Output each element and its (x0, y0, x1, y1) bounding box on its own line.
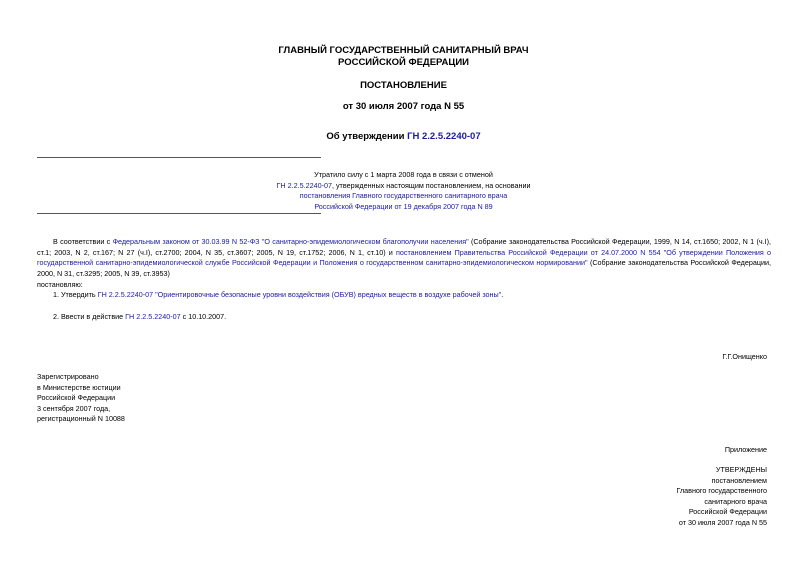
federal-law-link[interactable]: Федеральным законом от 30.03.99 N 52-ФЗ "О санитарно-эпидемиологическом благополучии населения" (112, 237, 469, 246)
preamble-text-2: (Собрание законодательства Российской Федерации, 1999, N 14, ст.1650; 2002, N 1 (ч.I), ст.1; 2003, N 2, ст.167; N 27 (ч.I), ст.2700; 2004, N 35, ст.3607; 2005, N 19, ст.1752; 2006, N 1, ст.10) и (37, 237, 771, 257)
approval-line: санитарного врача (704, 496, 767, 506)
registration-line: регистрационный N 10088 (37, 414, 125, 423)
preamble-paragraph (37, 237, 771, 279)
government-resolution-link[interactable]: постановлением Правительства Российской Федерации от 24.07.2000 N 554 "Об утверждении Положения о государственной санитарно-эпидемиологической службе Российской Федерации и Положения о государственном санитарно-эпидемиологическом нормировании" (37, 247, 771, 267)
preamble-text-1: В соответствии с (53, 237, 113, 246)
item-2 (53, 312, 226, 323)
approval-line: постановлением (711, 475, 767, 485)
item-2-gn-link[interactable]: ГН 2.2.5.2240-07 (125, 312, 181, 321)
approval-block (676, 465, 767, 528)
doc-subject-prefix: Об утверждении (326, 131, 408, 142)
status-note-line2 (200, 181, 607, 192)
item-2-prefix: 2. Ввести в действие (53, 312, 126, 321)
item-1 (53, 290, 503, 301)
status-note-line2-text: , утвержденных настоящим постановлением, на основании (331, 180, 531, 190)
header-title-line2: РОССИЙСКОЙ ФЕДЕРАЦИИ (337, 57, 469, 68)
preamble-text-3: (Собрание законодательства Российской Федерации, 2000, N 31, ст.3295; 2005, N 39, ст.3953) (37, 258, 771, 278)
registration-block (37, 372, 125, 425)
status-note-resolution-link-line2[interactable]: Российской Федерации от 19 декабря 2007 года N 89 (314, 201, 493, 211)
status-note-gn-link[interactable]: ГН 2.2.5.2240-07 (276, 180, 332, 190)
appendix-label: Приложение (724, 445, 767, 454)
divider-top (37, 157, 321, 158)
doc-date-number: от 30 июля 2007 года N 55 (342, 101, 465, 112)
status-note-line1: Утратило силу с 1 марта 2008 года в связи с отменой (314, 170, 493, 179)
resolve-text: постановляю: (37, 280, 83, 289)
divider-bottom (37, 213, 321, 214)
approval-line: от 30 июля 2007 года N 55 (678, 517, 767, 527)
item-1-gn-link[interactable]: ГН 2.2.5.2240-07 (97, 290, 154, 299)
registration-line: в Министерстве юстиции (37, 382, 121, 392)
approval-line: УТВЕРЖДЕНЫ (715, 465, 767, 474)
approval-line: Российской Федерации (688, 507, 767, 516)
registration-line: Российской Федерации (37, 393, 116, 402)
signature: Г.Г.Онищенко (722, 352, 767, 361)
item-1-suffix: . (501, 290, 504, 299)
item-1-prefix: 1. Утвердить (53, 290, 98, 299)
doc-subject (0, 131, 807, 142)
doc-type: ПОСТАНОВЛЕНИЕ (360, 80, 447, 91)
item-2-suffix: с 10.10.2007. (180, 312, 227, 321)
registration-line: 3 сентября 2007 года, (37, 403, 111, 413)
status-note (200, 170, 607, 212)
doc-subject-link[interactable]: ГН 2.2.5.2240-07 (407, 131, 481, 142)
header-title-line1: ГЛАВНЫЙ ГОСУДАРСТВЕННЫЙ САНИТАРНЫЙ ВРАЧ (278, 45, 529, 56)
status-note-resolution-link[interactable]: постановления Главного государственного санитарного врача (299, 191, 508, 200)
registration-line: Зарегистрировано (37, 372, 99, 381)
approval-line: Главного государственного (676, 486, 767, 495)
item-1-title-link[interactable]: "Ориентировочные безопасные уровни воздействия (ОБУВ) вредных веществ в воздухе рабочей зоны" (155, 290, 502, 299)
